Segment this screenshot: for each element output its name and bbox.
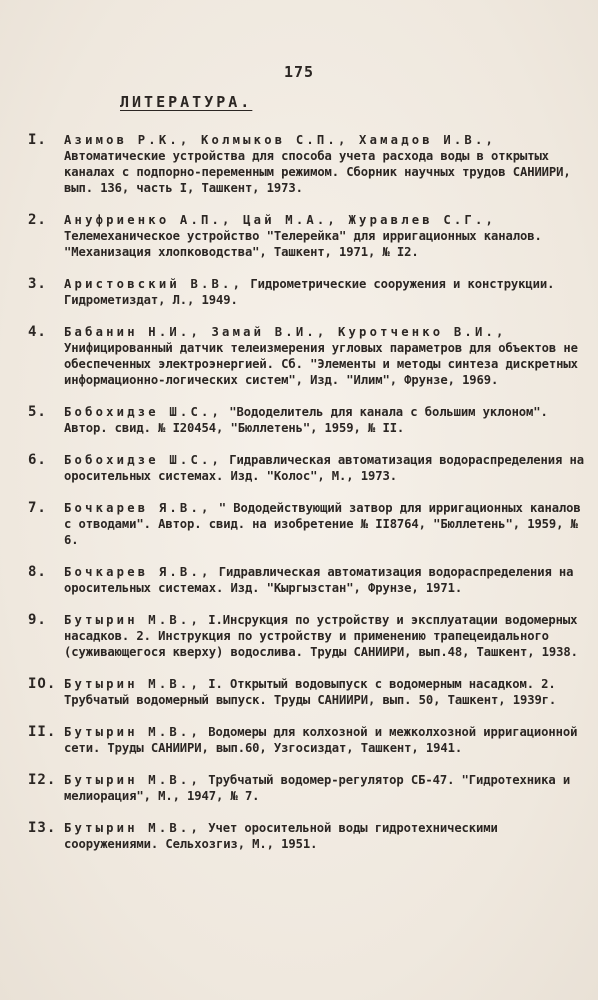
reference-text: Гидрометрические сооружения и конструкции. Гидрометиздат, Л., 1949. xyxy=(64,277,555,307)
reference-number: 7. xyxy=(28,500,47,516)
reference-list xyxy=(28,132,584,868)
reference-item xyxy=(28,724,584,756)
reference-text: Унифицированный датчик телеизмерения угловых параметров для объектов не обеспеченных электроэнергией. Сб. "Элементы и методы синтеза дискретных информационно-логических систем", Изд. "Илим", Фрунзе, 1969. xyxy=(64,341,578,387)
reference-item xyxy=(28,820,584,852)
reference-text: I. Открытый водовыпуск с водомерным насадком. 2. Трубчатый водомерный выпуск. Труды САНИИРИ, вып. 50, Ташкент, 1939г. xyxy=(64,677,557,707)
reference-text: I.Инсрукция по устройству и эксплуатации водомерных насадков. 2. Инструкция по устройству и применению трапецеидального (суживающегося кверху) водослива. Труды САНИИРИ, вып.48, Ташкент, 1938. xyxy=(64,613,578,659)
reference-number: 4. xyxy=(28,324,47,340)
reference-body xyxy=(64,324,584,388)
reference-text: Трубчатый водомер-регулятор СБ-47. "Гидротехника и мелиорация", М., 1947, № 7. xyxy=(64,773,571,803)
reference-author: Бобохидзе Ш.С., xyxy=(64,405,223,419)
reference-body xyxy=(64,132,584,196)
reference-author: Бутырин М.В., xyxy=(64,613,201,627)
reference-text: Учет оросительной воды гидротехническими сооружениями. Сельхозгиз, М., 1951. xyxy=(64,821,498,851)
reference-number: 2. xyxy=(28,212,47,228)
reference-author: Азимов Р.К., Колмыков С.П., Хамадов И.В., xyxy=(64,133,497,147)
reference-author: Бутырин М.В., xyxy=(64,821,201,835)
reference-number: IO. xyxy=(28,676,57,692)
reference-item xyxy=(28,500,584,548)
reference-author: Ануфриенко А.П., Цай М.А., Журавлев С.Г., xyxy=(64,213,497,227)
reference-item xyxy=(28,612,584,660)
reference-number: I3. xyxy=(28,820,57,836)
reference-author: Бочкарев Я.В., xyxy=(64,501,212,515)
reference-number: I. xyxy=(28,132,47,148)
reference-body xyxy=(64,404,584,436)
reference-body xyxy=(64,564,584,596)
reference-item xyxy=(28,452,584,484)
reference-author: Бочкарев Я.В., xyxy=(64,565,212,579)
reference-item xyxy=(28,324,584,388)
section-heading: ЛИТЕРАТУРА. xyxy=(120,93,253,111)
reference-item xyxy=(28,564,584,596)
reference-text: "Вододелитель для канала с большим уклоном". Автор. свид. № I20454, "Бюллетень", 1959, № II. xyxy=(64,405,548,435)
reference-body xyxy=(64,772,584,804)
reference-text: Телемеханическое устройство "Телерейка" для ирригационных каналов. "Механизация хлопководства", Ташкент, 1971, № I2. xyxy=(64,229,542,259)
reference-body xyxy=(64,612,584,660)
reference-item xyxy=(28,404,584,436)
page-number: 175 xyxy=(283,63,315,81)
reference-body xyxy=(64,452,584,484)
reference-author: Бабанин Н.И., Замай В.И., Куротченко В.И., xyxy=(64,325,507,339)
reference-number: II. xyxy=(28,724,57,740)
reference-item xyxy=(28,132,584,196)
reference-body xyxy=(64,276,584,308)
reference-author: Бутырин М.В., xyxy=(64,677,201,691)
reference-body xyxy=(64,724,584,756)
reference-item xyxy=(28,276,584,308)
reference-author: Аристовский В.В., xyxy=(64,277,244,291)
reference-number: I2. xyxy=(28,772,57,788)
reference-item xyxy=(28,212,584,260)
reference-body xyxy=(64,676,584,708)
reference-item xyxy=(28,676,584,708)
reference-number: 3. xyxy=(28,276,47,292)
reference-item xyxy=(28,772,584,804)
reference-number: 5. xyxy=(28,404,47,420)
reference-body xyxy=(64,212,584,260)
reference-text: " Вододействующий затвор для ирригационных каналов с отводами". Автор. свид. на изобретение № II8764, "Бюллетень", 1959, № 6. xyxy=(64,501,581,547)
reference-text: Гидравлическая автоматизация водораспределения на оросительных системах. Изд. "Кыргызстан", Фрунзе, 1971. xyxy=(64,565,574,595)
reference-author: Бутырин М.В., xyxy=(64,773,201,787)
reference-body xyxy=(64,500,584,548)
reference-text: Автоматические устройства для способа учета расхода воды в открытых каналах с подпорно-переменным режимом. Сборник научных трудов САНИИРИ, вып. 136, часть I, Ташкент, 1973. xyxy=(64,149,571,195)
reference-number: 8. xyxy=(28,564,47,580)
reference-body xyxy=(64,820,584,852)
reference-text: Гидравлическая автоматизация водораспределения на оросительных системах. Изд. "Колос", М., 1973. xyxy=(64,453,584,483)
reference-number: 6. xyxy=(28,452,47,468)
reference-number: 9. xyxy=(28,612,47,628)
reference-author: Бутырин М.В., xyxy=(64,725,201,739)
reference-text: Водомеры для колхозной и межколхозной ирригационной сети. Труды САНИИРИ, вып.60, Узгосиздат, Ташкент, 1941. xyxy=(64,725,578,755)
reference-author: Бобохидзе Ш.С., xyxy=(64,453,223,467)
